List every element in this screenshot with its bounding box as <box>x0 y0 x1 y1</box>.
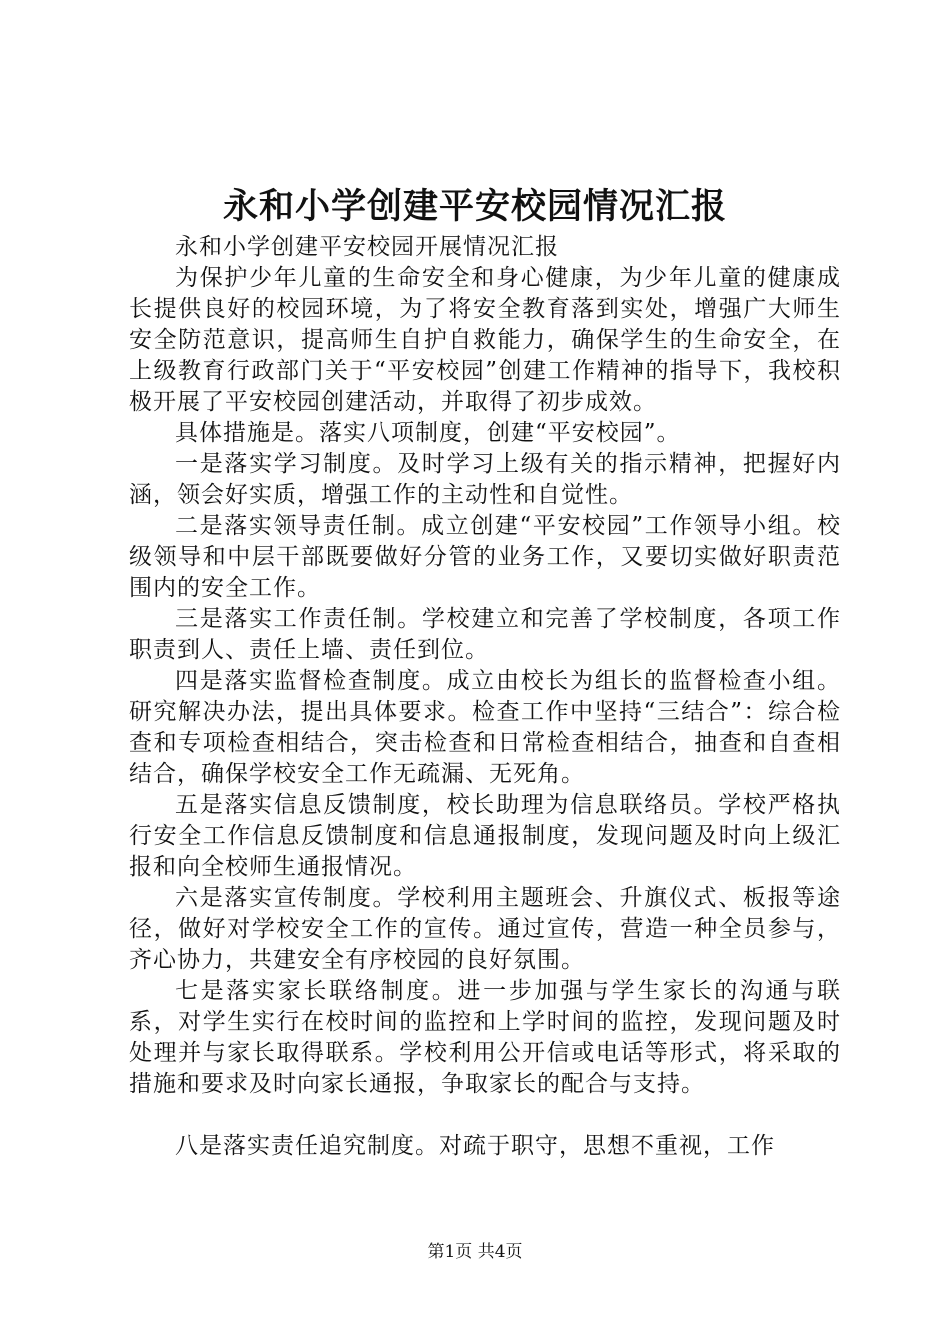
paragraph-item-4: 四是落实监督检查制度。成立由校长为组长的监督检查小组。研究解决办法，提出具体要求。检查工作中坚持“三结合”：综合检查和专项检查相结合，突击检查和日常检查相结合，抽查和自查相结合，确保学校安全工作无疏漏、无死角。 <box>129 668 841 787</box>
document-body <box>129 232 841 1162</box>
paragraph-measures: 具体措施是。落实八项制度，创建“平安校园”。 <box>175 420 681 446</box>
page-footer: 第1页 共4页 <box>427 1242 523 1262</box>
paragraph-item-5: 五是落实信息反馈制度，校长助理为信息联络员。学校严格执行安全工作信息反馈制度和信息通报制度，发现问题及时向上级汇报和向全校师生通报情况。 <box>129 792 841 880</box>
paragraph-subtitle: 永和小学创建平安校园开展情况汇报 <box>175 234 559 260</box>
paragraph-item-8: 八是落实责任追究制度。对疏于职守，思想不重视，工作 <box>175 1133 775 1159</box>
paragraph-item-1: 一是落实学习制度。及时学习上级有关的指示精神，把握好内涵，领会好实质，增强工作的主动性和自觉性。 <box>129 451 841 508</box>
paragraph-item-6: 六是落实宣传制度。学校利用主题班会、升旗仪式、板报等途径，做好对学校安全工作的宣传。通过宣传，营造一种全员参与，齐心协力，共建安全有序校园的良好氛围。 <box>129 885 841 973</box>
document-title: 永和小学创建平安校园情况汇报 <box>222 186 727 227</box>
paragraph-item-2: 二是落实领导责任制。成立创建“平安校园”工作领导小组。校级领导和中层干部既要做好分管的业务工作，又要切实做好职责范围内的安全工作。 <box>129 513 841 601</box>
paragraph-item-7: 七是落实家长联络制度。进一步加强与学生家长的沟通与联系，对学生实行在校时间的监控和上学时间的监控，发现问题及时处理并与家长取得联系。学校利用公开信或电话等形式，将采取的措施和要求及时向家长通报，争取家长的配合与支持。 <box>129 978 841 1097</box>
paragraph-intro: 为保护少年儿童的生命安全和身心健康，为少年儿童的健康成长提供良好的校园环境，为了将安全教育落到实处，增强广大师生安全防范意识，提高师生自护自救能力，确保学生的生命安全，在上级教育行政部门关于“平安校园”创建工作精神的指导下，我校积极开展了平安校园创建活动，并取得了初步成效。 <box>129 265 841 415</box>
paragraph-item-3: 三是落实工作责任制。学校建立和完善了学校制度，各项工作职责到人、责任上墙、责任到位。 <box>129 606 841 663</box>
